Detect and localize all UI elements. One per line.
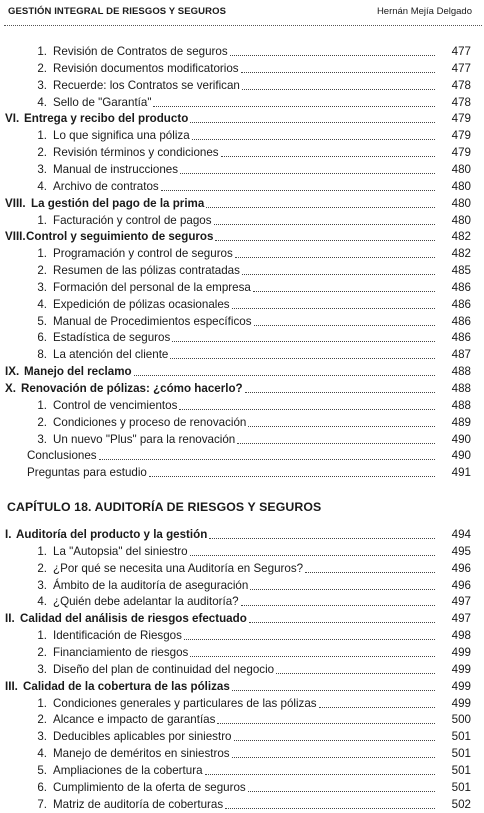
toc-entry-title: Condiciones generales y particulares de las pólizas <box>53 696 317 710</box>
dot-leader <box>215 240 435 241</box>
toc-entry-number: 4. <box>37 297 47 311</box>
toc-entry-number: VIII. <box>5 196 26 210</box>
toc-entry-page: 486 <box>451 314 471 328</box>
toc-entry-page: 488 <box>451 382 471 395</box>
toc-entry <box>0 95 484 111</box>
toc-entry <box>0 330 484 346</box>
toc-entry <box>0 179 484 195</box>
toc-entry-title: Manual de Procedimientos específicos <box>53 314 252 328</box>
toc-entry <box>0 381 484 397</box>
toc-entry-title: Control y seguimiento de seguros <box>26 230 214 244</box>
toc-entry <box>0 398 484 414</box>
toc-entry-number: 2. <box>37 264 47 278</box>
toc-entry <box>0 432 484 448</box>
toc-entry-number: 4. <box>37 595 47 609</box>
dot-leader <box>234 740 435 741</box>
dot-leader <box>232 308 435 309</box>
chapter-heading: CAPÍTULO 18. AUDITORÍA DE RIESGOS Y SEGUROS <box>7 500 322 514</box>
toc-entry-title: Renovación de pólizas: ¿cómo hacerlo? <box>21 382 243 395</box>
toc-entry-title: Estadística de seguros <box>53 331 171 345</box>
dot-leader <box>179 409 435 410</box>
toc-entry <box>0 297 484 313</box>
toc-entry <box>0 465 484 481</box>
toc-entry-page: 500 <box>451 713 471 727</box>
toc-entry <box>0 415 484 431</box>
toc-entry-page: 497 <box>451 595 471 609</box>
toc-entry <box>0 246 484 262</box>
toc-entry-number: 1. <box>37 45 47 58</box>
dot-leader <box>149 476 435 477</box>
toc-entry-number: 3. <box>37 578 47 592</box>
toc-entry-title: Un nuevo "Plus" para la renovación <box>53 432 236 446</box>
dot-leader <box>190 555 435 556</box>
toc-entry <box>0 763 484 779</box>
toc-entry <box>0 746 484 762</box>
toc-entry-title: La atención del cliente <box>53 348 169 362</box>
toc-entry-number: 1. <box>37 544 47 558</box>
toc-entry-title: Manejo de deméritos en siniestros <box>53 747 230 761</box>
toc-entry-number: IX. <box>5 365 20 379</box>
dot-leader <box>206 207 435 208</box>
toc-entry-page: 487 <box>451 348 471 362</box>
toc-entry-page: 499 <box>451 696 471 710</box>
toc-entry-number: III. <box>5 679 18 693</box>
dot-leader <box>241 605 435 606</box>
toc-entry-number: 1. <box>37 398 47 412</box>
toc-entry-title: Diseño del plan de continuidad del negocio <box>53 662 275 676</box>
toc-entry-number: VIII. <box>5 230 26 244</box>
toc-entry-page: 501 <box>451 730 471 744</box>
dot-leader <box>217 723 435 724</box>
toc-entry-page: 496 <box>451 561 471 575</box>
dot-leader <box>221 156 435 157</box>
toc-entry-number: II. <box>5 612 15 626</box>
dot-leader <box>241 72 435 73</box>
dot-leader <box>319 707 435 708</box>
toc-entry <box>0 662 484 678</box>
toc-entry <box>0 448 484 464</box>
toc-entry-page: 490 <box>451 432 471 446</box>
dot-leader <box>134 375 435 376</box>
toc-entry <box>0 712 484 728</box>
toc-entry-page: 477 <box>451 45 471 58</box>
toc-entry-number: X. <box>5 382 16 395</box>
toc-entry-number: 2. <box>37 713 47 727</box>
dot-leader <box>305 572 435 573</box>
dot-leader <box>172 341 435 342</box>
dot-leader <box>235 257 435 258</box>
book-title: GESTIÓN INTEGRAL DE RIESGOS Y SEGUROS <box>8 6 227 17</box>
toc-entry-title: Conclusiones <box>27 449 97 463</box>
toc-entry-number: 3. <box>37 280 47 294</box>
toc-entry-page: 482 <box>451 230 471 244</box>
toc-entry-number: 4. <box>37 179 47 193</box>
toc-entry-title: Revisión de Contratos de seguros <box>53 45 228 58</box>
toc-entry-page: 496 <box>451 578 471 592</box>
dot-leader <box>250 589 435 590</box>
toc-entry-page: 497 <box>451 612 471 626</box>
dot-leader <box>225 808 435 809</box>
toc-entry <box>0 44 484 60</box>
toc-entry <box>0 263 484 279</box>
toc-entry-title: Preguntas para estudio <box>27 466 147 480</box>
toc-entry <box>0 196 484 212</box>
dot-leader <box>170 358 435 359</box>
dot-leader <box>237 443 435 444</box>
dot-leader <box>254 325 435 326</box>
toc-entry-title: Ampliaciones de la cobertura <box>53 763 203 777</box>
toc-entry <box>0 364 484 380</box>
running-header <box>0 0 484 22</box>
toc-entry-page: 478 <box>451 95 471 109</box>
toc-entry-title: Lo que significa una póliza <box>53 129 190 143</box>
toc-entry <box>0 213 484 229</box>
dot-leader <box>245 392 435 393</box>
toc-entry <box>0 527 484 543</box>
toc-entry <box>0 628 484 644</box>
dot-leader <box>180 173 435 174</box>
toc-entry-title: Revisión términos y condiciones <box>53 146 219 160</box>
toc-entry-number: 6. <box>37 331 47 345</box>
toc-entry <box>0 162 484 178</box>
toc-entry-page: 501 <box>451 780 471 794</box>
toc-entry-page: 478 <box>451 78 471 92</box>
toc-entry-page: 494 <box>451 528 471 541</box>
toc-entry-page: 495 <box>451 544 471 558</box>
toc-entry-number: 3. <box>37 78 47 92</box>
toc-entry-title: Manejo del reclamo <box>24 365 132 379</box>
toc-entry-page: 501 <box>451 747 471 761</box>
toc-entry <box>0 645 484 661</box>
dot-leader <box>214 224 435 225</box>
toc-entry <box>0 61 484 77</box>
toc-entry-number: 1. <box>37 629 47 643</box>
toc-entry <box>0 780 484 796</box>
dot-leader <box>209 538 435 539</box>
toc-entry-number: 5. <box>37 314 47 328</box>
toc-entry-title: Matriz de auditoría de coberturas <box>53 797 224 811</box>
toc-entry-title: Deducibles aplicables por siniestro <box>53 730 232 744</box>
toc-entry-page: 477 <box>451 61 471 75</box>
dot-leader <box>205 774 435 775</box>
toc-entry-page: 488 <box>451 398 471 412</box>
toc-entry-title: Ámbito de la auditoría de aseguración <box>53 578 249 592</box>
toc-entry <box>0 696 484 712</box>
toc-entry-page: 501 <box>451 763 471 777</box>
toc-entry-page: 490 <box>451 449 471 463</box>
toc-entry-page: 499 <box>451 662 471 676</box>
toc-entry-number: 7. <box>37 797 47 811</box>
toc-entry-page: 491 <box>451 466 471 480</box>
toc-entry-title: La gestión del pago de la prima <box>31 196 205 210</box>
toc-entry-title: Control de vencimientos <box>53 398 178 412</box>
dot-leader <box>248 791 435 792</box>
toc-entry-number: 8. <box>37 348 47 362</box>
toc-entry-title: Financiamiento de riesgos <box>53 645 189 659</box>
toc-entry-title: Calidad de la cobertura de las pólizas <box>23 679 230 693</box>
toc-entry-number: 1. <box>37 213 47 227</box>
dot-leader <box>161 190 435 191</box>
toc-entry-number: I. <box>5 528 12 541</box>
dot-leader <box>99 459 435 460</box>
toc-entry <box>0 347 484 363</box>
toc-entry-page: 485 <box>451 264 471 278</box>
header-divider <box>4 25 482 26</box>
toc-entry-title: Condiciones y proceso de renovación <box>53 415 247 429</box>
toc-entry-page: 486 <box>451 280 471 294</box>
toc-entry-title: Revisión documentos modificatorios <box>53 61 239 75</box>
toc-entry-page: 482 <box>451 247 471 261</box>
toc-entry-page: 480 <box>451 213 471 227</box>
toc-entry-title: Formación del personal de la empresa <box>53 280 251 294</box>
toc-entry <box>0 280 484 296</box>
toc-entry-page: 486 <box>451 331 471 345</box>
toc-entry <box>0 544 484 560</box>
toc-entry-number: 2. <box>37 415 47 429</box>
dot-leader <box>276 673 435 674</box>
toc-entry-title: Archivo de contratos <box>53 179 159 193</box>
toc-entry-number: 5. <box>37 763 47 777</box>
toc-entry-title: Expedición de pólizas ocasionales <box>53 297 230 311</box>
toc-entry-number: 3. <box>37 730 47 744</box>
toc-entry-title: Identificación de Riesgos <box>53 629 182 643</box>
toc-entry <box>0 679 484 695</box>
author-name: Hernán Mejía Delgado <box>376 6 472 17</box>
dot-leader <box>153 106 435 107</box>
toc-entry-title: Programación y control de seguros <box>53 247 233 261</box>
toc-entry-number: VI. <box>5 112 20 126</box>
toc-entry-title: Resumen de las pólizas contratadas <box>53 264 240 278</box>
dot-leader <box>192 139 435 140</box>
toc-entry-number: 2. <box>37 561 47 575</box>
toc-entry <box>0 78 484 94</box>
toc-entry-title: La "Autopsia" del siniestro <box>53 544 188 558</box>
toc-entry-number: 2. <box>37 61 47 75</box>
toc-entry-title: Calidad del análisis de riesgos efectuado <box>20 612 247 626</box>
toc-entry-page: 480 <box>451 179 471 193</box>
toc-entry <box>0 729 484 745</box>
toc-entry-number: 6. <box>37 780 47 794</box>
toc-entry-number: 3. <box>37 432 47 446</box>
dot-leader <box>232 757 435 758</box>
toc-entry-page: 498 <box>451 629 471 643</box>
toc-entry-page: 499 <box>451 645 471 659</box>
toc-entry <box>0 561 484 577</box>
toc-entry-number: 1. <box>37 129 47 143</box>
toc-entry-number: 1. <box>37 247 47 261</box>
dot-leader <box>242 89 435 90</box>
toc-entry-number: 1. <box>37 696 47 710</box>
toc-entry-page: 479 <box>451 112 471 126</box>
toc-entry <box>0 314 484 330</box>
dot-leader <box>230 55 435 56</box>
toc-entry-page: 480 <box>451 162 471 176</box>
dot-leader <box>242 274 435 275</box>
dot-leader <box>190 122 435 123</box>
toc-entry-page: 479 <box>451 146 471 160</box>
dot-leader <box>248 426 435 427</box>
toc-entry-title: Entrega y recibo del producto <box>24 112 189 126</box>
toc-entry-number: 4. <box>37 747 47 761</box>
dot-leader <box>232 690 435 691</box>
toc-entry-page: 479 <box>451 129 471 143</box>
dot-leader <box>253 291 435 292</box>
toc-entry-title: Cumplimiento de la oferta de seguros <box>53 780 246 794</box>
toc-entry-page: 480 <box>451 196 471 210</box>
toc-entry-title: Recuerde: los Contratos se verifican <box>53 78 240 92</box>
toc-entry-title: Manual de instrucciones <box>53 162 179 176</box>
toc-entry-page: 489 <box>451 415 471 429</box>
toc-entry <box>0 797 484 813</box>
toc-entry-page: 488 <box>451 365 471 379</box>
toc-entry-number: 4. <box>37 95 47 109</box>
toc-entry-number: 3. <box>37 162 47 176</box>
toc-entry-title: ¿Por qué se necesita una Auditoría en Seguros? <box>53 561 304 575</box>
toc-entry <box>0 128 484 144</box>
toc-entry-number: 3. <box>37 662 47 676</box>
toc-entry-page: 486 <box>451 297 471 311</box>
toc-entry-number: 2. <box>37 645 47 659</box>
dot-leader <box>184 639 435 640</box>
toc-entry <box>0 611 484 627</box>
dot-leader <box>249 622 435 623</box>
dot-leader <box>190 656 435 657</box>
toc-entry <box>0 145 484 161</box>
toc-entry-title: ¿Quién debe adelantar la auditoría? <box>53 595 239 609</box>
toc-entry <box>0 111 484 127</box>
toc-entry-title: Sello de "Garantía" <box>53 95 152 109</box>
toc-entry-page: 502 <box>451 797 471 811</box>
toc-entry <box>0 578 484 594</box>
toc-entry-page: 499 <box>451 679 471 693</box>
toc-entry-number: 2. <box>37 146 47 160</box>
toc-entry-title: Facturación y control de pagos <box>53 213 212 227</box>
toc-entry <box>0 229 484 245</box>
toc-entry-title: Alcance e impacto de garantías <box>53 713 216 727</box>
toc-entry-title: Auditoría del producto y la gestión <box>16 528 208 541</box>
toc-entry <box>0 594 484 610</box>
